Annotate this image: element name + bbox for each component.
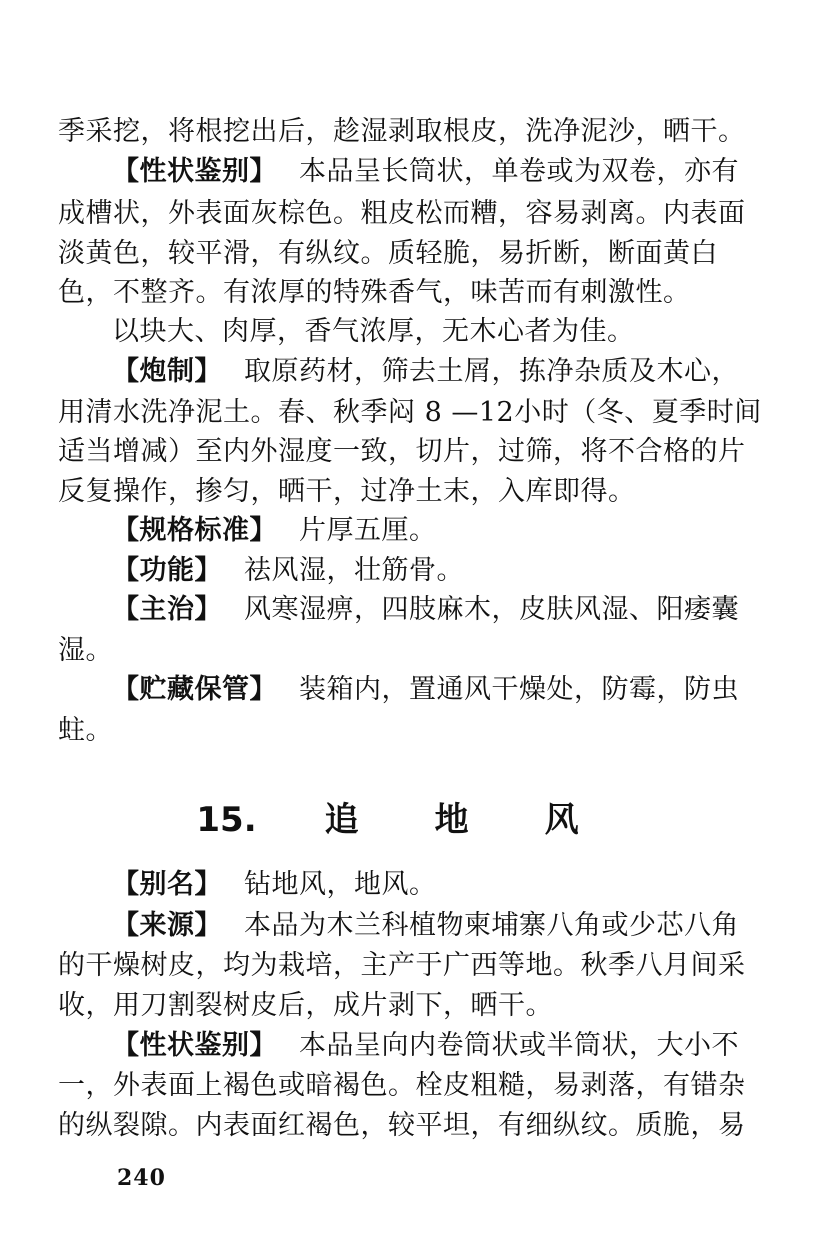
line-text: 用清水洗净泥土。春、秋季闷 8 —12小时（冬、夏季时间: [58, 397, 762, 428]
text-line: [58, 635, 748, 667]
text-line: [112, 515, 748, 547]
section-label-alias: 【别名】: [112, 869, 222, 900]
text-line: [58, 990, 748, 1022]
heading-number: 15.: [196, 800, 257, 840]
heading-char: 追: [324, 800, 359, 840]
line-text: 适当增减）至内外湿度一致，切片，过筛，将不合格的片: [58, 436, 746, 467]
text-line: [58, 436, 748, 468]
text-line: [58, 277, 748, 309]
line-text: 的纵裂隙。内表面红褐色，较平坦，有细纵纹。质脆，易: [58, 1110, 746, 1141]
line-text: 蛀。: [58, 715, 113, 746]
text-line: [112, 1030, 748, 1062]
line-text: 装箱内，置通风干燥处，防霉，防虫: [299, 674, 739, 705]
line-text: 本品呈长筒状，单卷或为双卷，亦有: [299, 156, 739, 187]
text-line: [58, 715, 748, 747]
line-text: 片厚五厘。: [299, 515, 437, 546]
section-label-source: 【来源】: [112, 910, 222, 941]
line-text: 本品呈向内卷筒状或半筒状，大小不: [299, 1030, 739, 1061]
section-heading: [0, 798, 813, 842]
text-line: [58, 116, 748, 148]
text-line: [112, 156, 748, 188]
text-line: [112, 674, 748, 706]
section-label-processing: 【炮制】: [112, 356, 222, 387]
text-line: [58, 238, 748, 270]
text-line: [58, 950, 748, 982]
line-text: 以块大、肉厚，香气浓厚，无木心者为佳。: [112, 316, 635, 347]
line-text: 色，不整齐。有浓厚的特殊香气，味苦而有刺激性。: [58, 277, 691, 308]
text-line: [58, 1110, 748, 1142]
line-text: 反复操作，掺匀，晒干，过净土末，入库即得。: [58, 476, 636, 507]
line-text: 钻地风，地风。: [244, 869, 437, 900]
heading-char: 风: [544, 800, 579, 840]
text-line: [58, 476, 748, 508]
text-line: [112, 316, 748, 348]
text-line: [58, 198, 748, 230]
text-line: [112, 910, 748, 942]
page-number: 240: [117, 1165, 166, 1191]
text-line: [112, 356, 748, 388]
section-label-storage: 【贮藏保管】: [112, 674, 277, 705]
section-label-indications: 【主治】: [112, 594, 222, 625]
section-label-specification: 【规格标准】: [112, 515, 277, 546]
line-text: 祛风湿，壮筋骨。: [244, 555, 464, 586]
text-line: [112, 869, 748, 901]
line-text: 取原药材，筛去土屑，拣净杂质及木心，: [244, 356, 739, 387]
line-text: 淡黄色，较平滑，有纵纹。质轻脆，易折断，断面黄白: [58, 238, 718, 269]
text-line: [112, 594, 748, 626]
section-label-properties: 【性状鉴别】: [112, 1030, 277, 1061]
line-text: 本品为木兰科植物柬埔寨八角或少芯八角: [244, 910, 739, 941]
line-text: 季采挖，将根挖出后，趁湿剥取根皮，洗净泥沙，晒干。: [58, 116, 746, 147]
line-text: 一，外表面上褐色或暗褐色。栓皮粗糙，易剥落，有错杂: [58, 1070, 746, 1101]
section-label-properties: 【性状鉴别】: [112, 156, 277, 187]
text-line: [58, 1070, 748, 1102]
text-line: [58, 397, 762, 429]
heading-char: 地: [434, 800, 469, 840]
line-text: 的干燥树皮，均为栽培，主产于广西等地。秋季八月间采: [58, 950, 746, 981]
text-line: [112, 555, 748, 587]
line-text: 风寒湿痹，四肢麻木，皮肤风湿、阳痿囊: [244, 594, 739, 625]
section-label-function: 【功能】: [112, 555, 222, 586]
line-text: 收，用刀割裂树皮后，成片剥下，晒干。: [58, 990, 553, 1021]
line-text: 湿。: [58, 635, 113, 666]
line-text: 成槽状，外表面灰棕色。粗皮松而糟，容易剥离。内表面: [58, 198, 746, 229]
